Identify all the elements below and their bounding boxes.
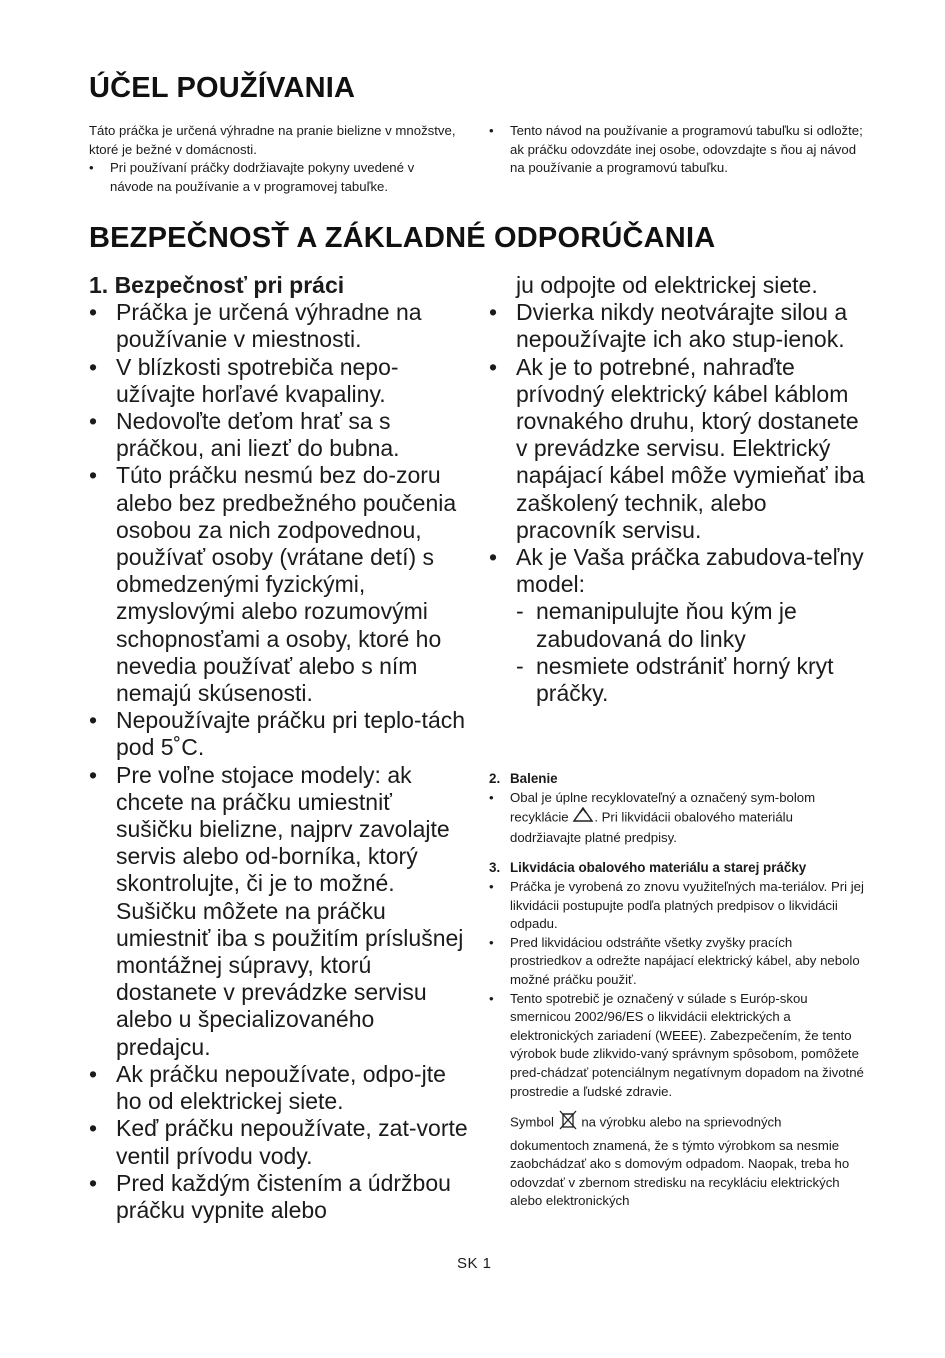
bullet: •: [489, 789, 494, 805]
recycle-icon: [572, 807, 594, 829]
dash-list: [489, 598, 869, 707]
list-item: [89, 707, 469, 761]
list-item-text: Dvierka nikdy neotvárajte silou a nepoužívajte ich ako stup-ienok.: [516, 299, 848, 353]
intro-left-column: [89, 122, 459, 196]
list-item-text-b: . Pri likvidácii obalového materiálu dodržiavajte platné predpisy.: [510, 809, 793, 845]
bullet: •: [489, 299, 498, 326]
crossed-bin-icon: [558, 1109, 578, 1137]
list-item: [489, 299, 869, 353]
list-item-text: Pred likvidáciou odstráňte všetky zvyšky pracích prostriedkov a odrežte napájací elektrický kábel, aby nebolo možné práčku použiť.: [510, 934, 860, 987]
list-item-text: Tento spotrebič je označený v súlade s Európ-skou smernicou 2002/96/ES o likvidácii elektrických a elektronických zariadení (WEEE). Zabezpečením, že tento výrobok bude zlikvido-vaný správnym spôsobom, pomôžete pred-chádzať potenciálnym negatívnym dopadom na životné prostredie a ľudské zdravie.: [510, 990, 864, 1099]
list-item-text: Ak práčku nepoužívate, odpo-jte ho od elektrickej siete.: [116, 1060, 446, 1115]
spacer: [489, 1101, 864, 1109]
bullet: •: [489, 990, 494, 1006]
bullet: •: [489, 353, 498, 380]
subsection-heading-packaging: [489, 770, 864, 789]
list-item: [89, 462, 469, 707]
list-item: [89, 1061, 469, 1115]
list-item-text: V blízkosti spotrebiča nepo-užívajte horľavé kvapaliny.: [116, 353, 399, 407]
list-item-text: Ak je Vaša práčka zabudova-teľny model:: [516, 544, 864, 598]
list-item-text: Pre voľne stojace modely: ak chcete na práčku umiestniť sušičku bielizne, najprv zavolajte servis alebo od-borníka, ktorý skontrolujte, či je to možné. Sušičku môžete na práčku umiestniť iba s použitím príslušnej montážnej súpravy, ktorú dostanete v prevádzke servisu alebo u špecializovaného predajcu.: [116, 761, 464, 1060]
bullet: •: [89, 707, 98, 734]
dash-item: [489, 653, 869, 707]
symbol-text-b: na výrobku alebo na sprievodných dokumentoch znamená, že s týmto výrobkom sa nesmie zaobchádzať ako s domovým odpadom. Naopak, treba ho odovzdať v zbernom stredisku na recykláciu elektrických alebo elektronických: [510, 1114, 850, 1209]
list-item: [89, 299, 469, 353]
list-item-text: Ak je to potrebné, nahraďte prívodný elektrický kábel káblom rovnakého druhu, ktorý dostanete v prevádzke servisu. Elektrický napájací kábel môže vymieňať iba zaškolený technik, alebo pracovník servisu.: [516, 353, 865, 543]
subsection-title: Balenie: [510, 771, 558, 786]
intro-paragraph: Táto práčka je určená výhradne na pranie bielizne v množstve, ktoré je bežné v domácnosti.: [89, 123, 456, 157]
bullet: •: [89, 160, 94, 176]
list-item: [89, 762, 469, 1061]
section-title-purpose: ÚČEL POUŽÍVANIA: [89, 72, 356, 104]
symbol-paragraph: [489, 1109, 864, 1211]
bullet: •: [489, 544, 498, 571]
list-item: [489, 789, 864, 848]
disposal-list: [489, 878, 864, 1101]
list-item: [89, 354, 469, 408]
list-item: [89, 408, 469, 462]
bullet: •: [89, 462, 98, 489]
bullet: •: [89, 353, 98, 380]
list-item-text: Práčka je určená výhradne na používanie v miestnosti.: [116, 299, 422, 353]
list-item: [489, 878, 864, 934]
packaging-section: [489, 770, 864, 1211]
list-item: [489, 122, 869, 178]
list-item: [489, 934, 864, 990]
symbol-text-a: Symbol: [510, 1114, 554, 1130]
dash-item: [489, 598, 869, 652]
list-item-text: Pri používaní práčky dodržiavajte pokyny uvedené v návode na používanie a v programovej tabuľke.: [110, 160, 415, 194]
list-item: [89, 1170, 469, 1224]
bullet: •: [89, 1060, 98, 1087]
dash-item-text: nemanipulujte ňou kým je zabudovaná do linky: [536, 598, 797, 652]
list-item-text: Keď práčku nepoužívate, zat-vorte ventil prívodu vody.: [116, 1115, 468, 1169]
list-item: [489, 990, 864, 1102]
list-item-text-a: Obal je úplne recyklovateľný a označený sym-bolom recyklácie: [510, 789, 816, 825]
list-item: [489, 354, 869, 544]
dash: -: [516, 652, 524, 679]
list-item-text: Pred každým čistením a údržbou práčku vypnite alebo: [116, 1169, 451, 1223]
bullet: •: [89, 1115, 98, 1142]
subsection-title: Likvidácia obalového materiálu a starej práčky: [510, 860, 807, 876]
safety-list-continued: [489, 299, 869, 598]
dash: -: [516, 598, 524, 625]
bullet: •: [489, 878, 494, 894]
bullet: •: [489, 123, 494, 138]
spacer: [489, 847, 864, 859]
list-item-text: Nepoužívajte práčku pri teplo-tách pod 5˚C.: [116, 707, 466, 761]
intro-right-column: [489, 122, 869, 178]
section-title-safety: BEZPEČNOSŤ A ZÁKLADNÉ ODPORÚČANIA: [89, 222, 716, 254]
bullet: •: [89, 761, 98, 788]
list-item: [89, 1115, 469, 1169]
subsection-heading-disposal: [489, 859, 864, 878]
continued-text: ju odpojte od elektrickej siete.: [516, 272, 818, 298]
list-item-text: Tento návod na používanie a programovú tabuľku si odložte; ak práčku odovzdáte inej osobe, odovzdajte s ňou aj návod na používanie a programovú tabuľku.: [510, 123, 863, 176]
safety-list: [89, 299, 469, 1224]
page-number: SK 1: [457, 1255, 492, 1272]
list-item-text: Túto práčku nesmú bez do-zoru alebo bez predbežného poučenia osobou za nich zodpovednou, používať osoby (vrátane detí) s obmedzenými fyzickými, zmyslovými alebo rozumovými schopnosťami a osoby, ktoré ho nevedia používať alebo s ním nemajú skúsenosti.: [116, 462, 457, 707]
safety-right-column: [489, 272, 869, 707]
subsection-number: 3.: [489, 860, 501, 876]
subsection-number: 2.: [489, 771, 501, 786]
list-item: [89, 159, 459, 196]
list-item-text: Nedovoľte deťom hrať sa s práčkou, ani liezť do bubna.: [116, 408, 400, 462]
bullet: •: [89, 1169, 98, 1196]
bullet: •: [89, 299, 98, 326]
list-item: [489, 544, 869, 598]
bullet: •: [489, 934, 494, 950]
bullet: •: [89, 408, 98, 435]
subsection-heading-work-safety: 1. Bezpečnosť pri práci: [89, 272, 345, 298]
safety-left-column: [89, 272, 469, 1224]
dash-item-text: nesmiete odstrániť horný kryt práčky.: [536, 652, 834, 707]
list-item-text: Práčka je vyrobená zo znovu využiteľných ma-teriálov. Pri jej likvidácii postupujte podľa platných predpisov o likvidácii odpadu.: [510, 878, 864, 932]
